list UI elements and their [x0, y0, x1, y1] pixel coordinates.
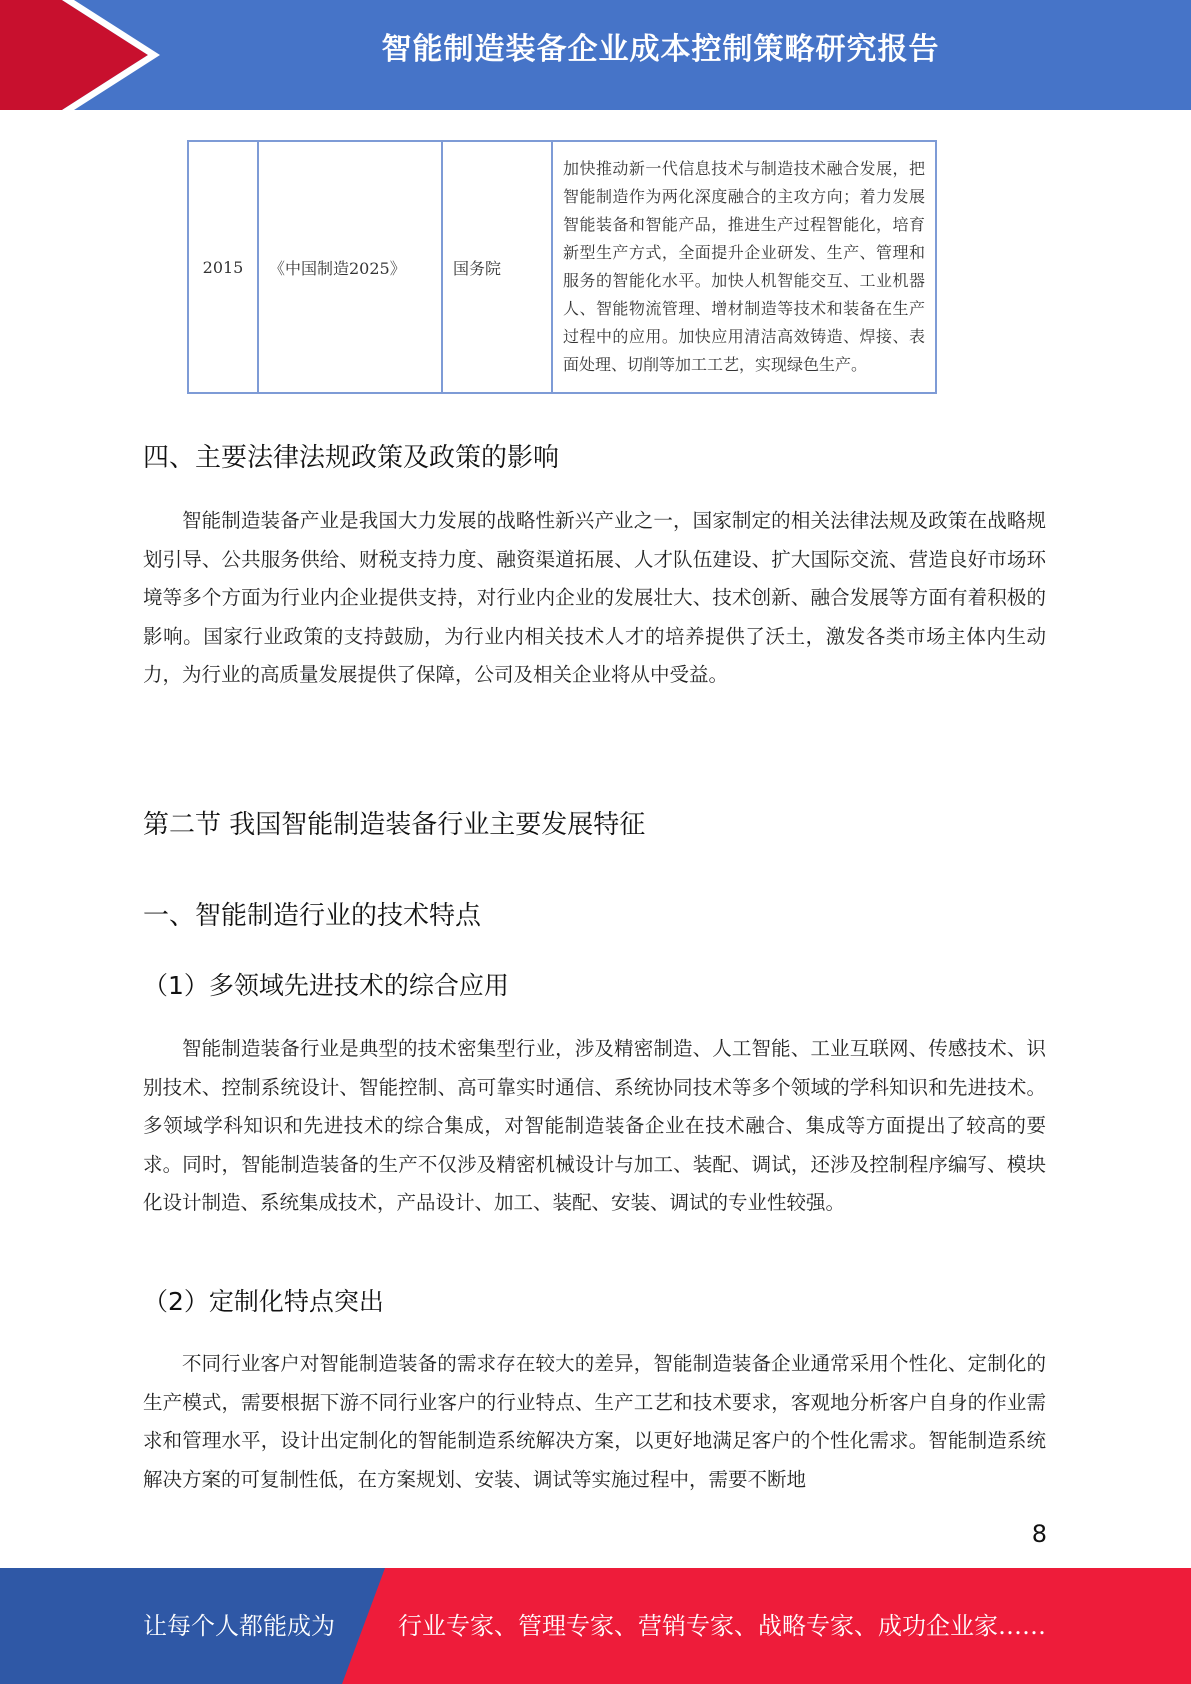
law-section-heading: 四、主要法律法规政策及政策的影响: [143, 443, 560, 473]
header-arrow-decoration: [0, 0, 160, 110]
subsection-paragraph-2: 不同行业客户对智能制造装备的需求存在较大的差异，智能制造装备企业通常采用个性化、定制化的生产模式，需要根据下游不同行业客户的行业特点、生产工艺和技术要求，客观地分析客户自身的作业需求和管理水平，设计出定制化的智能制造系统解决方案，以更好地满足客户的个性化需求。智能制造系统解决方案的可复制性低，在方案规划、安装、调试等实施过程中，需要不断地: [143, 1352, 1046, 1491]
table-cell-year: 2015: [188, 141, 258, 393]
subsection-heading-1: （1）多领域先进技术的综合应用: [143, 971, 509, 1000]
page-footer: [0, 1568, 1191, 1684]
tech-section-heading: 一、智能制造行业的技术特点: [143, 901, 482, 931]
policy-table: [187, 140, 937, 394]
footer-slogan-left: 让每个人都能成为: [143, 1612, 335, 1640]
page-number: 8: [1031, 1520, 1047, 1548]
page-header: [0, 0, 1191, 110]
report-title: 智能制造装备企业成本控制策略研究报告: [381, 32, 940, 67]
subsection-paragraph-1: 智能制造装备行业是典型的技术密集型行业，涉及精密制造、人工智能、工业互联网、传感技术、识别技术、控制系统设计、智能控制、高可靠实时通信、系统协同技术等多个领域的学科知识和先进技术。多领域学科知识和先进技术的综合集成，对智能制造装备企业在技术融合、集成等方面提出了较高的要求。同时，智能制造装备的生产不仅涉及精密机械设计与加工、装配、调试，还涉及控制程序编写、模块化设计制造、系统集成技术，产品设计、加工、装配、安装、调试的专业性较强。: [143, 1037, 1046, 1214]
table-cell-issuer: 国务院: [442, 141, 552, 393]
table-row: [188, 141, 936, 393]
chapter-heading: 第二节 我国智能制造装备行业主要发展特征: [143, 810, 646, 840]
table-cell-document: 《中国制造2025》: [258, 141, 442, 393]
subsection-heading-2: （2）定制化特点突出: [143, 1287, 384, 1316]
table-cell-content: 加快推动新一代信息技术与制造技术融合发展，把智能制造作为两化深度融合的主攻方向；着力发展智能装备和智能产品，推进生产过程智能化，培育新型生产方式，全面提升企业研发、生产、管理和服务的智能化水平。加快人机智能交互、工业机器人、智能物流管理、增材制造等技术和装备在生产过程中的应用。加快应用清洁高效铸造、焊接、表面处理、切削等加工工艺，实现绿色生产。: [552, 141, 936, 393]
footer-slogan-right: 行业专家、管理专家、营销专家、战略专家、成功企业家……: [398, 1612, 1046, 1640]
law-section-paragraph: 智能制造装备产业是我国大力发展的战略性新兴产业之一，国家制定的相关法律法规及政策在战略规划引导、公共服务供给、财税支持力度、融资渠道拓展、人才队伍建设、扩大国际交流、营造良好市场环境等多个方面为行业内企业提供支持，对行业内企业的发展壮大、技术创新、融合发展等方面有着积极的影响。国家行业政策的支持鼓励，为行业内相关技术人才的培养提供了沃土，激发各类市场主体内生动力，为行业的高质量发展提供了保障，公司及相关企业将从中受益。: [143, 509, 1046, 686]
